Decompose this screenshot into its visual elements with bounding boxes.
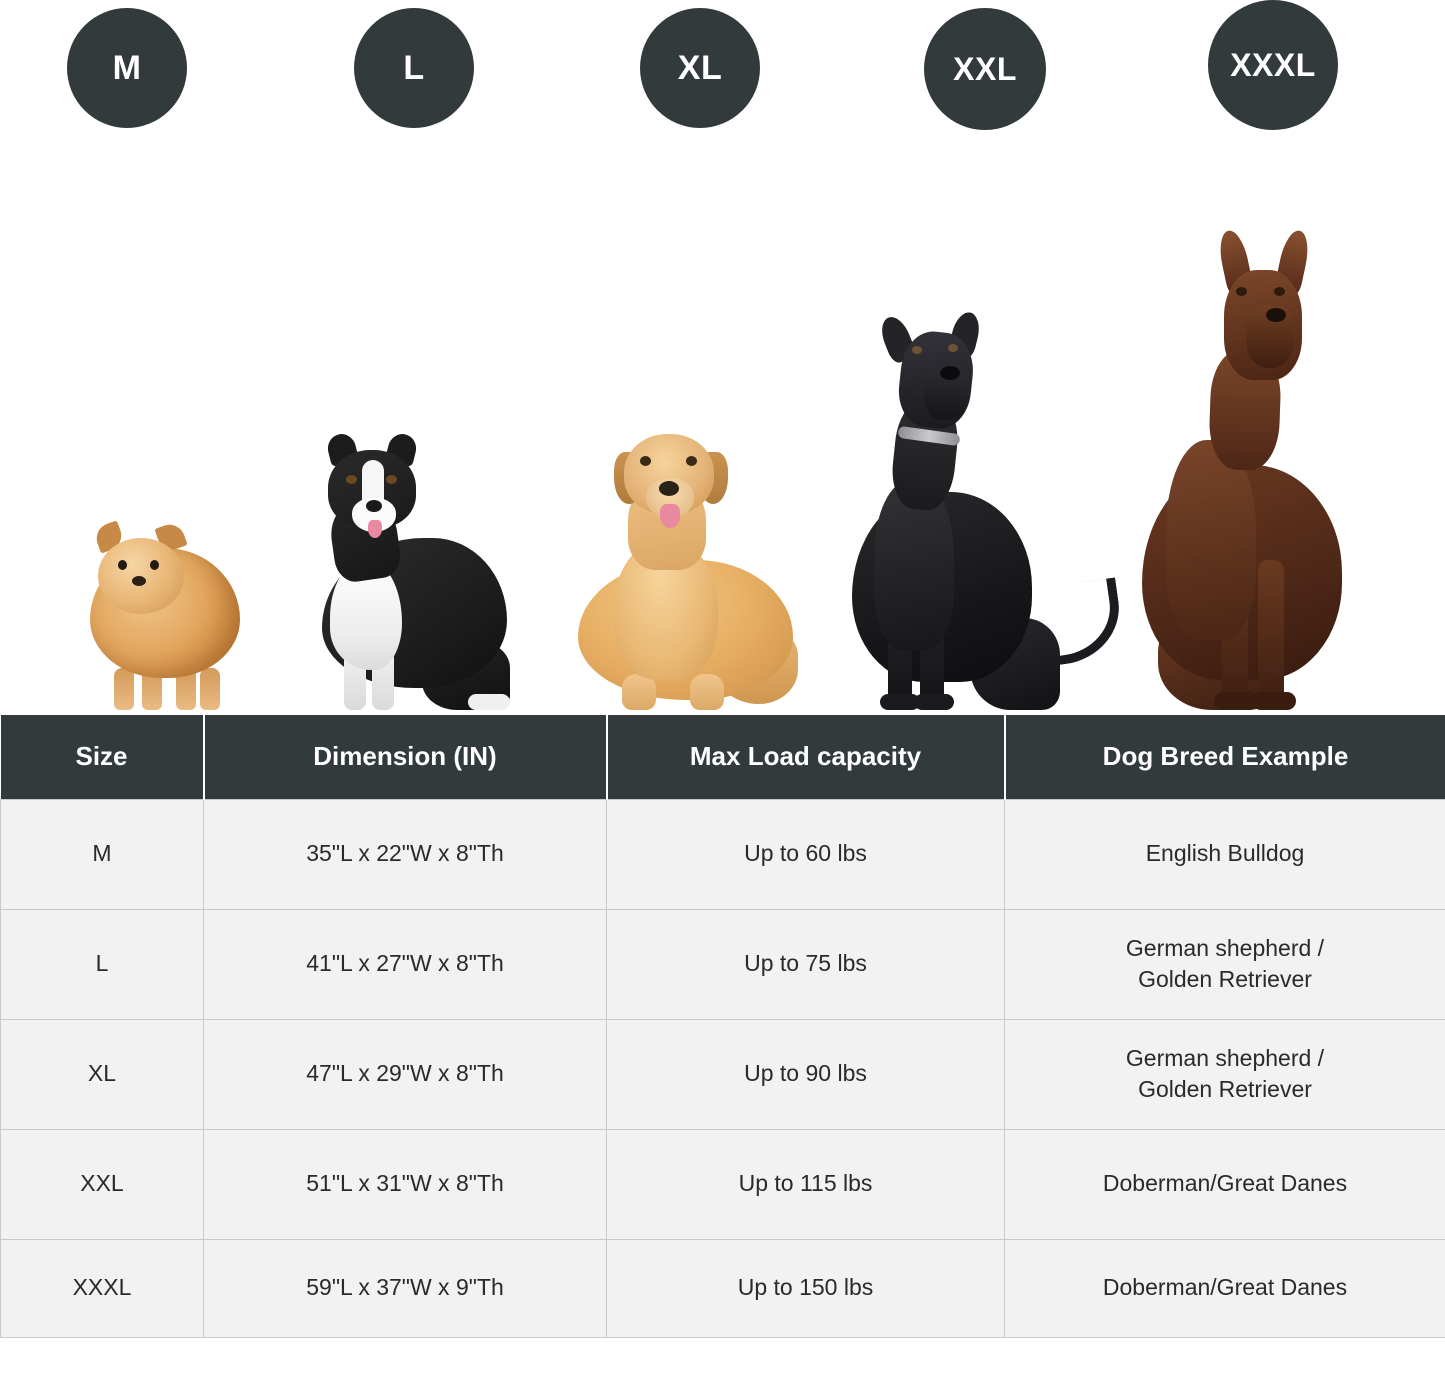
table-row [1,1019,1445,1129]
cell-size: XXL [1,1129,204,1239]
size-badge-row [0,0,1445,130]
cell-breed [1005,1129,1445,1239]
cell-breed [1005,909,1445,1019]
dog-paw [468,694,510,710]
table-row [1,799,1445,909]
dog-eye [640,456,651,466]
dog-eye [1274,287,1285,296]
dog-image-great-dane [828,280,1098,710]
dog-eye [686,456,697,466]
dog-image-border-collie [292,420,537,710]
size-badge-xl [640,8,760,128]
cell-dimension: 47"L x 29"W x 8"Th [204,1019,607,1129]
cell-dimension: 51"L x 31"W x 8"Th [204,1129,607,1239]
dog-nose [1266,308,1286,322]
size-table-body [1,799,1445,1337]
dog-nose [659,481,679,496]
size-badge-xxxl [1208,0,1338,130]
dog-paw [914,694,954,710]
cell-size: M [1,799,204,909]
cell-size: L [1,909,204,1019]
dog-eye [346,475,357,484]
dog-image-doberman [1118,210,1408,710]
cell-breed-line1: German shepherd / [1125,1044,1325,1071]
size-table-wrapper [0,715,1445,1338]
table-row [1,1239,1445,1337]
dog-tongue [368,520,382,538]
cell-breed [1005,1019,1445,1129]
cell-capacity: Up to 90 lbs [607,1019,1005,1129]
cell-breed-line2: Golden Retriever [1138,1076,1312,1102]
cell-breed [1005,1239,1445,1337]
size-badge-label: XXL [953,50,1017,87]
table-header-row [1,715,1445,799]
size-badge-label: XXXL [1230,46,1316,83]
dog-leg [690,674,724,710]
dog-nose [366,500,382,512]
dog-nose [132,576,146,586]
cell-capacity: Up to 115 lbs [607,1129,1005,1239]
size-badge-m [67,8,187,128]
size-badge-label: L [403,48,425,87]
cell-breed-line1: English Bulldog [1145,840,1305,867]
dog-eye [386,475,397,484]
dog-image-golden-retriever [562,370,822,710]
cell-dimension: 35"L x 22"W x 8"Th [204,799,607,909]
dog-leg [200,668,220,710]
size-badge-l [354,8,474,128]
cell-breed-line1: German shepherd / [1125,934,1325,961]
column-header-max-load-capacity: Max Load capacity [607,715,1005,799]
dog-image-pomeranian [72,510,262,710]
column-header-dimension: Dimension (IN) [204,715,607,799]
cell-capacity: Up to 150 lbs [607,1239,1005,1337]
dog-eye [948,344,958,352]
dog-illustration-row [0,130,1445,710]
cell-breed-line1: Doberman/Great Danes [1102,1170,1348,1197]
cell-capacity: Up to 75 lbs [607,909,1005,1019]
dog-eye [912,346,922,354]
dog-tongue [660,504,680,528]
cell-dimension: 41"L x 27"W x 8"Th [204,909,607,1019]
dog-leg [114,668,134,710]
column-header-dog-breed-example: Dog Breed Example [1005,715,1445,799]
size-badge-xxl [924,8,1046,130]
cell-breed-line2: Golden Retriever [1138,966,1312,992]
size-badge-label: M [112,48,142,87]
dog-paw [1252,692,1296,710]
dog-nose [940,366,960,380]
dog-eye [1236,287,1247,296]
dog-leg [1258,560,1284,710]
dog-eye [118,560,127,570]
cell-breed [1005,799,1445,909]
size-table [0,715,1445,1338]
cell-capacity: Up to 60 lbs [607,799,1005,909]
dog-eye [150,560,159,570]
size-table-header [1,715,1445,799]
dog-chest [1166,440,1256,640]
cell-size: XL [1,1019,204,1129]
size-badge-label: XL [677,48,723,87]
column-header-size: Size [1,715,204,799]
cell-size: XXXL [1,1239,204,1337]
cell-breed-line1: Doberman/Great Danes [1102,1274,1348,1301]
cell-dimension: 59"L x 37"W x 9"Th [204,1239,607,1337]
table-row [1,909,1445,1019]
table-row [1,1129,1445,1239]
